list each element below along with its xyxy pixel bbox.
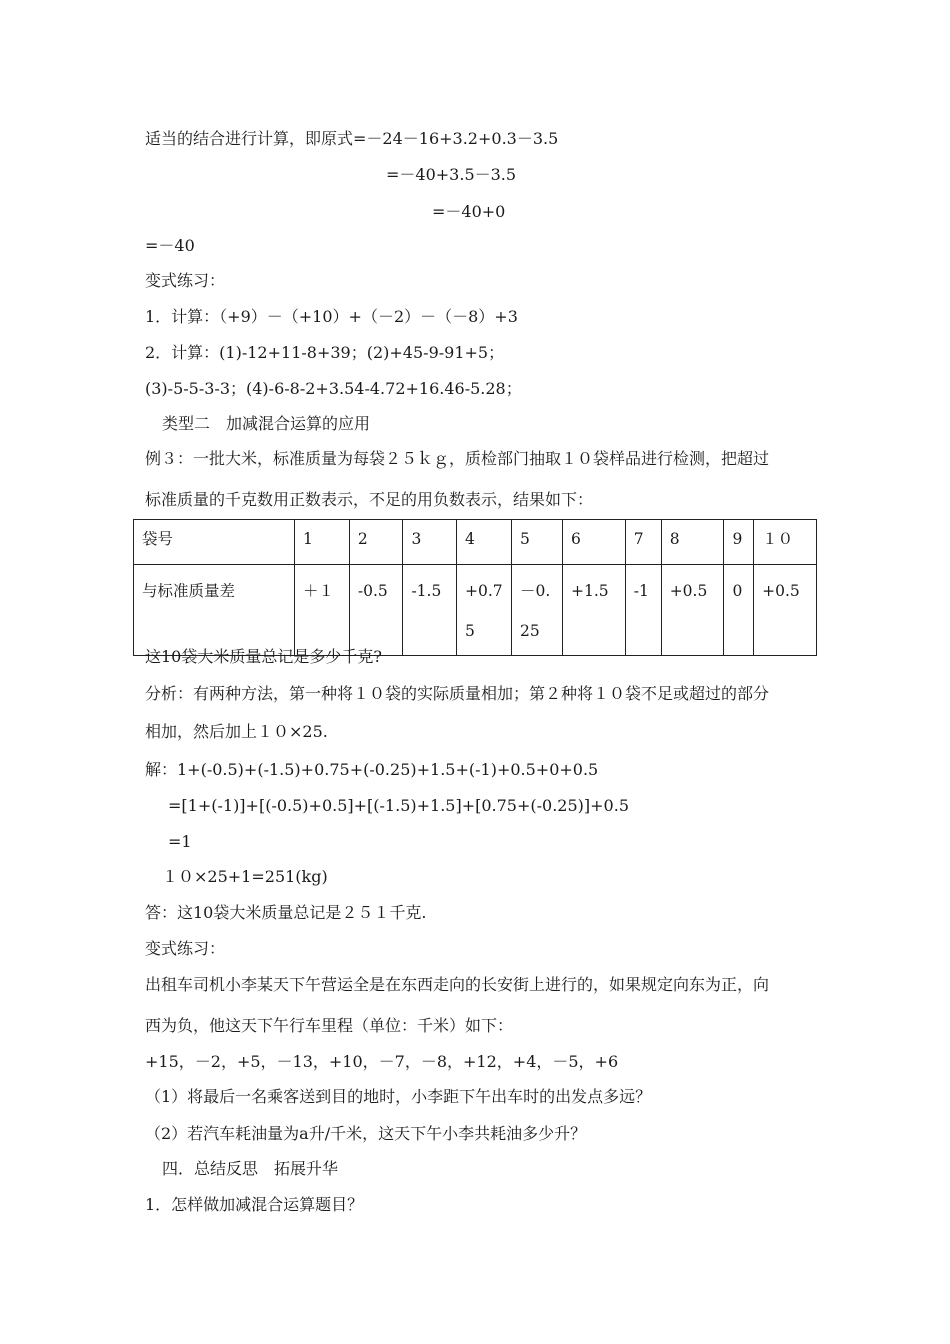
summary-item: 1．怎样做加减混合运算题目？ [145, 1195, 364, 1214]
analysis-text: 相加，然后加上１０×25. [145, 722, 328, 741]
section-heading: 四．总结反思 拓展升华 [162, 1159, 339, 1178]
question-text: 这10袋大米质量总记是多少千克? [145, 647, 382, 666]
exercise-text: 西为负，他这天下午行车里程（单位：千米）如下： [145, 1016, 514, 1035]
table-cell: 与标准质量差 [134, 565, 295, 656]
answer-text: 答：这10袋大米质量总记是２５１千克. [145, 903, 427, 922]
solution-line: １０×25+1=251(kg) [162, 867, 328, 886]
table-cell: 0 [724, 565, 754, 656]
table-cell: 4 [456, 520, 511, 565]
exercise-item: 2．计算：(1)-12+11-8+39；(2)+45-9-91+5； [145, 343, 505, 362]
text-line: =－40+3.5－3.5 [386, 165, 517, 184]
table-cell: 7 [625, 520, 661, 565]
table-cell: 9 [724, 520, 754, 565]
table-row [134, 565, 817, 656]
solution-line: 解：1+(-0.5)+(-1.5)+0.75+(-0.25)+1.5+(-1)+0.5+0+0.5 [145, 760, 599, 779]
mileage-list: +15，－2，+5，－13，+10，－7，－8，+12，+4，－5，+6 [145, 1052, 619, 1071]
table-row [134, 520, 817, 565]
section-heading: 变式练习： [145, 271, 226, 290]
table-cell: １０ [754, 520, 817, 565]
table-cell: 8 [661, 520, 724, 565]
table-cell: +0.5 [661, 565, 724, 656]
solution-line: =[1+(-1)]+[(-0.5)+0.5]+[(-1.5)+1.5]+[0.75+(-0.25)]+0.5 [168, 796, 629, 815]
table-cell: 袋号 [134, 520, 295, 565]
rice-bag-table [133, 519, 817, 656]
table-cell: -0.5 [349, 565, 403, 656]
example-text: 例３：一批大米，标准质量为每袋２５ｋｇ，质检部门抽取１０袋样品进行检测，把超过 [145, 449, 770, 468]
solution-line: =1 [168, 832, 192, 851]
table-cell: 1 [295, 520, 350, 565]
table-cell: -1 [625, 565, 661, 656]
exercise-item: (3)-5-5-3-3；(4)-6-8-2+3.54-4.72+16.46-5.28； [145, 379, 522, 398]
table-cell: －0.25 [511, 565, 562, 656]
section-heading: 变式练习： [145, 939, 226, 958]
text-line: 适当的结合进行计算，即原式=－24－16+3.2+0.3－3.5 [145, 129, 559, 148]
example-text: 标准质量的千克数用正数表示，不足的用负数表示，结果如下： [145, 490, 594, 509]
text-line: =－40 [145, 236, 195, 255]
table-cell: -1.5 [403, 565, 457, 656]
table-cell: +0.5 [754, 565, 817, 656]
section-heading: 类型二 加减混合运算的应用 [162, 414, 371, 433]
table-cell: +0.75 [456, 565, 511, 656]
table-cell: ＋１ [295, 565, 350, 656]
table-cell: 2 [349, 520, 403, 565]
text-line: =－40+0 [432, 202, 506, 221]
exercise-text: 出租车司机小李某天下午营运全是在东西走向的长安街上进行的，如果规定向东为正，向 [145, 975, 770, 994]
table-cell: 6 [562, 520, 625, 565]
table-cell: +1.5 [562, 565, 625, 656]
exercise-item: 1．计算：（+9）－（+10）+（－2）－（－8）+3 [145, 307, 518, 326]
exercise-question: （2）若汽车耗油量为a升/千米，这天下午小李共耗油多少升？ [145, 1124, 587, 1143]
table-cell: 5 [511, 520, 562, 565]
analysis-text: 分析：有两种方法，第一种将１０袋的实际质量相加；第２种将１０袋不足或超过的部分 [145, 684, 770, 703]
table-cell: 3 [403, 520, 457, 565]
exercise-question: （1）将最后一名乘客送到目的地时，小李距下午出车时的出发点多远？ [145, 1087, 652, 1106]
